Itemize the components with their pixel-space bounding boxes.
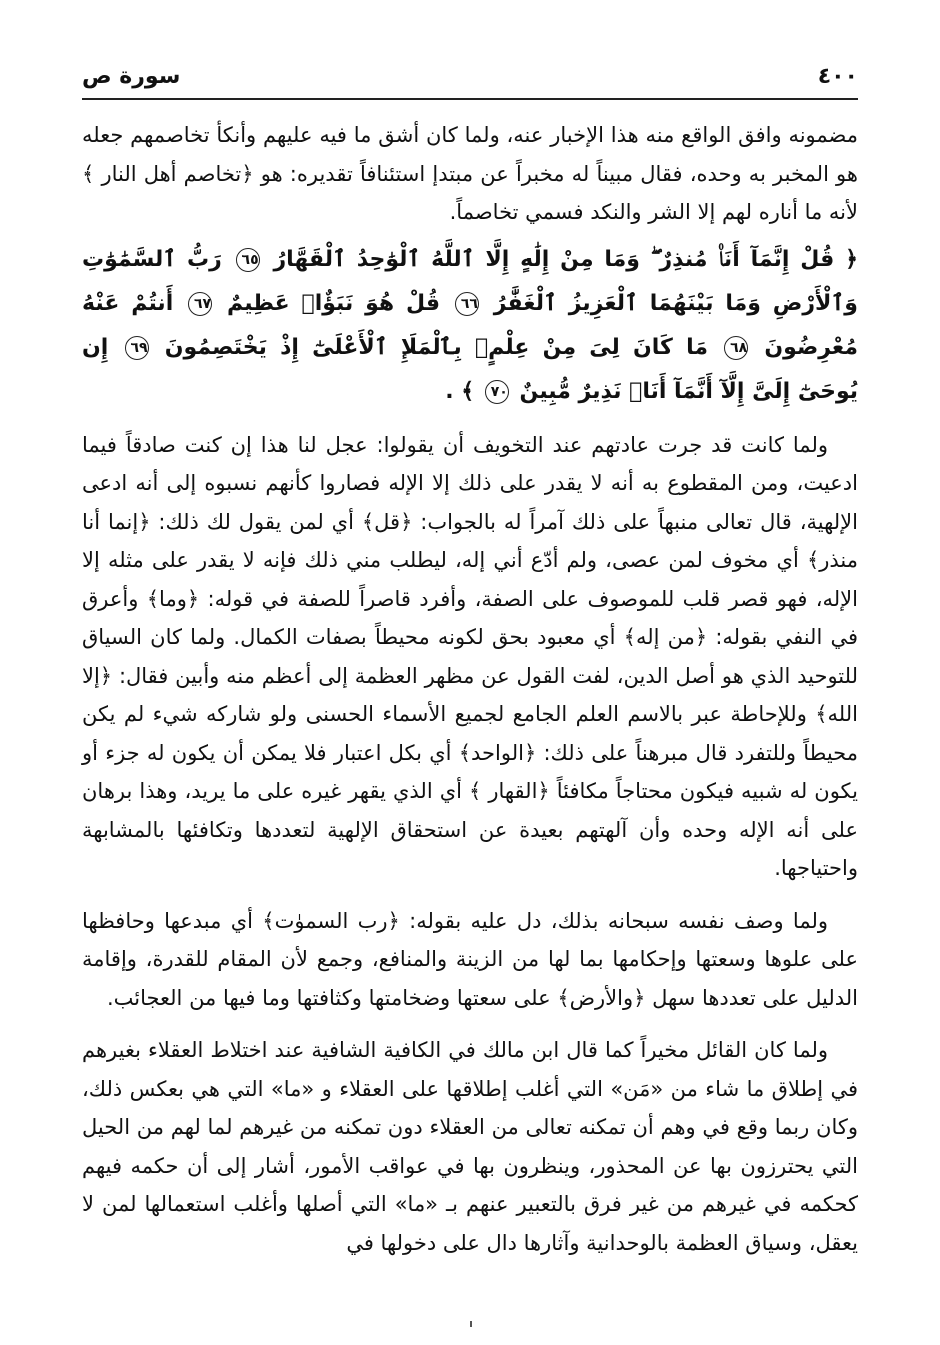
paragraph-gap bbox=[82, 1017, 858, 1031]
verse-text: إِن يُوحَىٰٓ إِلَىَّ إِلَّآ أَنَّمَآ أَنَا۠ نَذِيرٌ مُّبِينٌ bbox=[82, 334, 858, 404]
page-body bbox=[82, 116, 858, 1262]
ayah-number-marker: ٧٠ bbox=[485, 380, 509, 404]
verse-closing-bracket: ﴾ . bbox=[445, 378, 475, 404]
verse-text: رَبُّ ٱلسَّمَٰوَٰتِ وَٱلْأَرْضِ وَمَا بَيْنَهُمَا ٱلْعَزِيزُ ٱلْغَفَّٰرُ bbox=[82, 246, 858, 316]
page-header bbox=[82, 62, 858, 100]
paragraph-3: ولما وصف نفسه سبحانه بذلك، دل عليه بقوله: ﴿رب السموٰت﴾ أي مبدعها وحافظها على علوها وسعتها وإحكامها بما لها من الزينة والمنافع، وجمع لأن المقام للقدرة، وإقامة الدليل على تعددها سهل ﴿والأرض﴾ على سعتها وضخامتها وكثافتها وما فيها من العجائب. bbox=[82, 908, 858, 1010]
paragraph-4: ولما كان القائل مخيراً كما قال ابن مالك في الكافية الشافية عند اختلاط العقلاء بغيرهم في إطلاق ما شاء من «مَن» التي أغلب إطلاقها على العقلاء و «ما» التي هي بعكس ذلك، وكان ربما وقع في وهم أن تمكنه تعالى من العقلاء دون تمكنه من غيرهم لما لهم من الحيل التي يحترزون بها عن المحذور، وينظرون بها في عواقب الأمور، أشار إلى أن حكمه فيهم كحكمه في غيرهم من غير فرق بالتعبير عنهم بـ «ما» التي أصلها وأغلب استعمالها لمن لا يعقل، وسياق العظمة بالوحدانية وآثارها دال على دخولها في bbox=[82, 1038, 858, 1255]
quran-verses bbox=[82, 238, 858, 414]
footer-mark bbox=[470, 1321, 472, 1327]
verse-text: مَا كَانَ لِىَ مِنْ عِلْمٍۭ بِٱلْمَلَإِ ٱلْأَعْلَىٰٓ إِذْ يَخْتَصِمُونَ bbox=[164, 334, 708, 360]
paragraph-2: ولما كانت قد جرت عادتهم عند التخويف أن يقولوا: عجل لنا هذا إن كنت صادقاً فيما ادعيت، ومن المقطوع به أنه لا يقدر على ذلك إلا الإله فصاروا كأنهم نسبوه إلى أنه ادعى الإلهية، قال تعالى منبهاً على ذلك آمراً له بالجواب: ﴿قل﴾ أي لمن يقول لك ذلك: ﴿إنما أنا منذر﴾ أي مخوف لمن عصى، ولم أدّع أني إله، ليطلب مني ذلك فإنه لا يقدر على مثله إلا الإله، فهو قصر قلب للموصوف على الصفة، وأفرد قاصراً للصفة في قوله: ﴿وما﴾ وأعرق في النفي بقوله: ﴿من إله﴾ أي معبود بحق لكونه محيطاً بصفات الكمال. ولما كان السياق للتوحيد الذي هو أصل الدين، لفت القول عن مظهر العظمة إلى أعظم منه وأبين فقال: ﴿إلا الله﴾ وللإحاطة عبر بالاسم العلم الجامع لجميع الأسماء الحسنى ولو شاركه شيء لم يكن محيطاً وللتفرد قال مبرهناً على ذلك: ﴿الواحد﴾ أي بكل اعتبار فلا يمكن أن يكون له جزء أو يكون له شبيه فيكون محتاجاً مكافئاً ﴿القهار ﴾ أي الذي يقهر غيره على ما يريد، وهذا برهان على أنه الإله وحده وأن آلهتهم بعيدة عن استحقاق الإلهية لتعددها وتكافئها بالمشابهة واحتياجها. bbox=[82, 432, 858, 880]
page-number: ٤٠٠ bbox=[817, 64, 858, 89]
surah-title: سورة ص bbox=[82, 64, 181, 89]
ayah-number-marker: ٦٧ bbox=[188, 292, 212, 316]
verse-text: قُلْ هُوَ نَبَؤٌا۟ عَظِيمٌ bbox=[226, 290, 441, 316]
ayah-number-marker: ٦٨ bbox=[724, 336, 748, 360]
verse-text: أَنتُمْ عَنْهُ مُعْرِضُونَ bbox=[82, 290, 858, 360]
paragraph-1: مضمونه وافق الواقع منه هذا الإخبار عنه، ولما كان أشق ما فيه عليهم وأنكأ تخاصمهم جعله هو المخبر به وحده، فقال مبيناً له مخبراً عن مبتدإ استئنافاً تقديره: هو ﴿تخاصم أهل النار ﴾ لأنه ما أناره لهم إلا الشر والنكد فسمي تخاصماً. bbox=[82, 123, 858, 224]
ayah-number-marker: ٦٥ bbox=[236, 248, 260, 272]
ayah-number-marker: ٦٦ bbox=[455, 292, 479, 316]
paragraph-gap bbox=[82, 888, 858, 902]
verse-text: ﴿ قُلْ إِنَّمَآ أَنَا۠ مُنذِرٌ ۖ وَمَا مِنْ إِلَٰهٍ إِلَّا ٱللَّهُ ٱلْوَٰحِدُ ٱلْقَهَّارُ bbox=[273, 246, 858, 272]
ayah-number-marker: ٦٩ bbox=[125, 336, 149, 360]
